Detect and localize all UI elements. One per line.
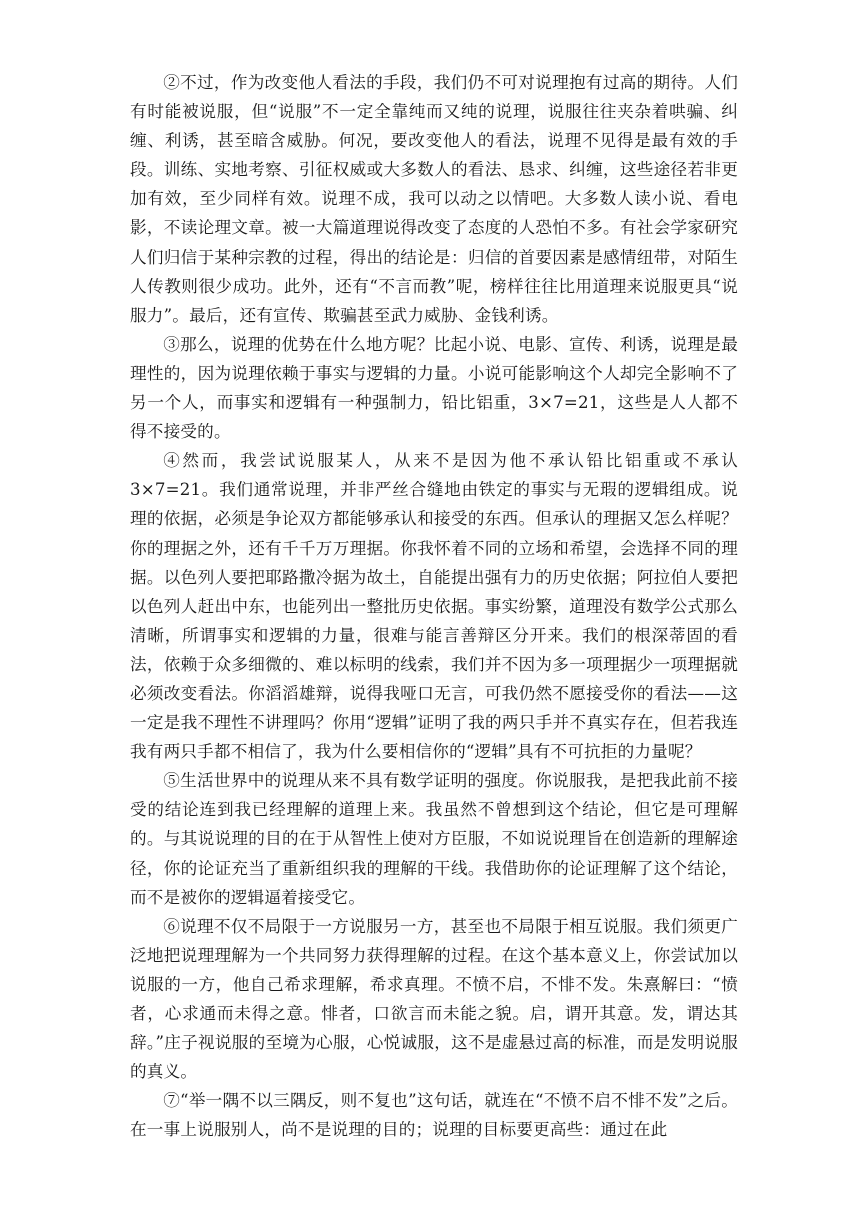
article-body	[130, 68, 738, 1144]
paragraph-2: ②不过，作为改变他人看法的手段，我们仍不可对说理抱有过高的期待。人们有时能被说服，但“说服”不一定全靠纯而又纯的说理，说服往往夹杂着哄骗、纠缠、利诱，甚至暗含威胁。何况，要改变他人的看法，说理不见得是最有效的手段。训练、实地考察、引征权威或大多数人的看法、恳求、纠缠，这些途径若非更加有效，至少同样有效。说理不成，我可以动之以情吧。大多数人读小说、看电影，不读论理文章。被一大篇道理说得改变了态度的人恐怕不多。有社会学家研究人们归信于某种宗教的过程，得出的结论是：归信的首要因素是感情纽带，对陌生人传教则很少成功。此外，还有“不言而教”呢，榜样往往比用道理来说服更具“说服力”。最后，还有宣传、欺骗甚至武力威胁、金钱利诱。	[130, 73, 738, 325]
paragraph-7: ⑦“举一隅不以三隅反，则不复也”这句话，就连在“不愤不启不悱不发”之后。在一事上说服别人，尚不是说理的目的；说理的目标要更高些：通过在此	[130, 1091, 738, 1140]
paragraph-3: ③那么，说理的优势在什么地方呢？比起小说、电影、宣传、利诱，说理是最理性的，因为说理依赖于事实与逻辑的力量。小说可能影响这个人却完全影响不了另一个人，而事实和逻辑有一种强制力，铅比铝重，3×7=21，这些是人人都不得不接受的。	[130, 334, 738, 442]
paragraph-6: ⑥说理不仅不局限于一方说服另一方，甚至也不局限于相互说服。我们须更广泛地把说理理解为一个共同努力获得理解的过程。在这个基本意义上，你尝试加以说服的一方，他自己希求理解，希求真理。不愤不启，不悱不发。朱熹解曰：“愤者，心求通而未得之意。悱者，口欲言而未能之貌。启，谓开其意。发，谓达其辞。”庄子视说服的至境为心服，心悦诚服，这不是虚悬过高的标准，而是发明说服的真义。	[130, 916, 738, 1082]
paragraph-4: ④然而，我尝试说服某人，从来不是因为他不承认铅比铝重或不承认 3×7=21。我们通常说理，并非严丝合缝地由铁定的事实与无瑕的逻辑组成。说理的依据，必须是争论双方都能够承认和接受的东西。但承认的理据又怎么样呢？你的理据之外，还有千千万万理据。你我怀着不同的立场和希望，会选择不同的理据。以色列人要把耶路撒冷据为故土，自能提出强有力的历史依据；阿拉伯人要把以色列人赶出中东，也能列出一整批历史依据。事实纷繁，道理没有数学公式那么清晰，所谓事实和逻辑的力量，很难与能言善辩区分开来。我们的根深蒂固的看法，依赖于众多细微的、难以标明的线索，我们并不因为多一项理据少一项理据就必须改变看法。你滔滔雄辩，说得我哑口无言，可我仍然不愿接受你的看法——这一定是我不理性不讲理吗？你用“逻辑”证明了我的两只手并不真实存在，但若我连我有两只手都不相信了，我为什么要相信你的“逻辑”具有不可抗拒的力量呢？	[130, 451, 738, 762]
paragraph-5: ⑤生活世界中的说理从来不具有数学证明的强度。你说服我，是把我此前不接受的结论连到我已经理解的道理上来。我虽然不曾想到这个结论，但它是可理解的。与其说说理的目的在于从智性上使对方臣服，不如说说理旨在创造新的理解途径，你的论证充当了重新组织我的理解的干线。我借助你的论证理解了这个结论，而不是被你的逻辑逼着接受它。	[130, 771, 738, 907]
